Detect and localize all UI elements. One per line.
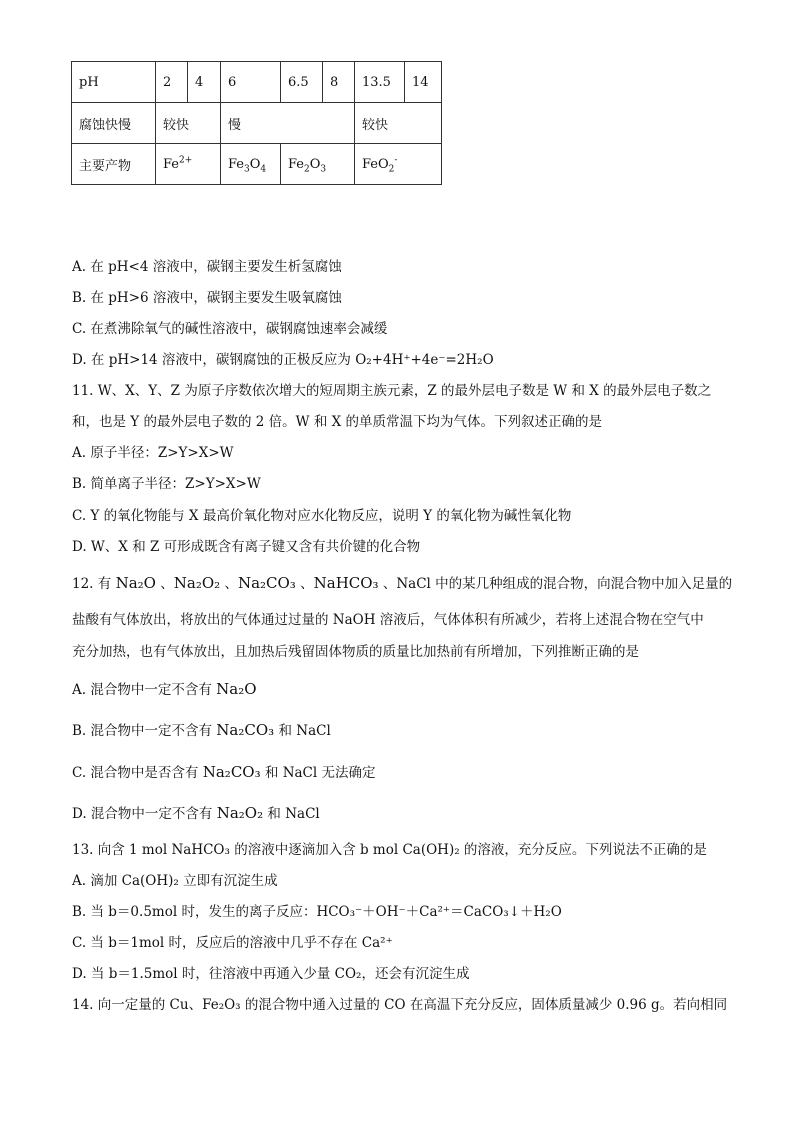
text: 、 bbox=[220, 576, 238, 592]
ph-cell bbox=[405, 62, 442, 103]
ph-cell bbox=[221, 62, 281, 103]
formula-sub: 2 bbox=[304, 164, 310, 175]
q13-option-d: D. 当 b＝1.5mol 时，往溶液中再通入少量 CO₂，还会有沉淀生成 bbox=[72, 966, 470, 982]
ph-cell bbox=[355, 62, 405, 103]
q13-option-a: A. 滴加 Ca(OH)₂ 立即有沉淀生成 bbox=[72, 873, 278, 889]
product-cell: $Fe_3O_4$ bbox=[221, 144, 281, 185]
formula-text: O bbox=[309, 156, 321, 172]
formula-sup: - bbox=[394, 155, 398, 166]
ph-cell bbox=[156, 62, 188, 103]
cell-text: 慢 bbox=[228, 117, 242, 133]
text: 和 NaCl bbox=[274, 723, 331, 739]
table-row bbox=[72, 62, 442, 103]
ph-cell bbox=[323, 62, 355, 103]
formula-sub: 2 bbox=[388, 164, 395, 175]
formula-text: FeO bbox=[362, 156, 389, 172]
formula-text: Fe bbox=[288, 156, 305, 172]
formula-sub: 3 bbox=[244, 164, 250, 175]
ph-header-cell bbox=[72, 62, 156, 103]
q11-option-c: C. Y 的氧化物能与 X 最高价氧化物对应水化物反应，说明 Y 的氧化物为碱性氧化物 bbox=[72, 508, 572, 524]
q11-stem-line1: 11. W、X、Y、Z 为原子序数依次增大的短周期主族元素，Z 的最外层电子数是 W 和 X 的最外层电子数之 bbox=[72, 383, 712, 399]
cell-text: 2 bbox=[163, 74, 172, 90]
text: 、NaCl 中的某几种组成的混合物，向混合物中加入足量的 bbox=[378, 576, 733, 592]
q10-option-c: C. 在煮沸除氧气的碱性溶液中，碳钢腐蚀速率会减缓 bbox=[72, 321, 388, 337]
text: 12. 有 bbox=[72, 576, 116, 592]
cell-text: 6 bbox=[228, 74, 237, 90]
q11-stem-line2: 和，也是 Y 的最外层电子数的 2 倍。W 和 X 的单质常温下均为气体。下列叙述正确的是 bbox=[72, 414, 603, 430]
q13-stem: 13. 向含 1 mol NaHCO₃ 的溶液中逐滴加入含 b mol Ca(OH)₂ 的溶液，充分反应。下列说法不正确的是 bbox=[72, 842, 707, 858]
cell-text: 主要产物 bbox=[79, 158, 132, 174]
formula-na2o: Na₂O bbox=[115, 574, 156, 592]
ph-cell bbox=[281, 62, 323, 103]
text: A. 混合物中一定不含有 bbox=[72, 682, 217, 698]
q13-option-c: C. 当 b＝1mol 时，反应后的溶液中几乎不存在 Ca²⁺ bbox=[72, 935, 393, 951]
q10-option-d: D. 在 pH>14 溶液中，碳钢腐蚀的正极反应为 O₂+4H⁺+4e⁻=2H₂O bbox=[72, 352, 494, 368]
formula-na2co3: Na₂CO₃ bbox=[202, 763, 261, 781]
formula-nahco3: NaHCO₃ bbox=[313, 574, 379, 592]
formula-text: O bbox=[249, 156, 261, 172]
q12-stem-line2: 盐酸有气体放出，将放出的气体通过过量的 NaOH 溶液后，气体体积有所减少，若将上述混合物在空气中 bbox=[72, 612, 704, 628]
text: D. 混合物中一定不含有 bbox=[72, 806, 217, 822]
q11-option-a: A. 原子半径：Z>Y>X>W bbox=[72, 445, 234, 461]
q12-option-a bbox=[72, 679, 257, 700]
formula-na2o2: Na₂O₂ bbox=[173, 574, 221, 592]
text: C. 混合物中是否含有 bbox=[72, 765, 203, 781]
q12-option-c bbox=[72, 762, 376, 783]
cell-text: 13.5 bbox=[362, 74, 391, 90]
text: 、 bbox=[155, 576, 174, 592]
rate-cell bbox=[355, 103, 442, 144]
formula-sup: 2+ bbox=[179, 155, 193, 166]
q12-option-b bbox=[72, 720, 331, 741]
product-header-cell bbox=[72, 144, 156, 185]
q11-option-d: D. W、X 和 Z 可形成既含有离子键又含有共价键的化合物 bbox=[72, 539, 421, 555]
formula-na2o: Na₂O bbox=[216, 680, 257, 698]
formula-na2co3: Na₂CO₃ bbox=[237, 574, 296, 592]
q12-option-d bbox=[72, 803, 320, 824]
cell-text: 8 bbox=[330, 74, 339, 90]
product-cell bbox=[355, 144, 442, 185]
q14-stem: 14. 向一定量的 Cu、Fe₂O₃ 的混合物中通入过量的 CO 在高温下充分反应，固体质量减少 0.96 g。若向相同 bbox=[72, 997, 728, 1013]
cell-text: 较快 bbox=[163, 117, 190, 133]
formula-text: Fe bbox=[228, 156, 245, 172]
ph-cell bbox=[188, 62, 221, 103]
cell-text: 14 bbox=[412, 74, 429, 90]
q11-option-b: B. 简单离子半径：Z>Y>X>W bbox=[72, 476, 261, 492]
rate-cell bbox=[221, 103, 355, 144]
product-cell bbox=[281, 144, 355, 185]
cell-text: 4 bbox=[195, 74, 204, 90]
cell-text: pH bbox=[79, 74, 99, 90]
ph-corrosion-table bbox=[71, 61, 442, 185]
table-row bbox=[72, 103, 442, 144]
formula-sub: 3 bbox=[320, 164, 327, 175]
formula-text: Fe bbox=[163, 156, 180, 172]
text: 和 NaCl 无法确定 bbox=[260, 765, 376, 781]
cell-text: 6.5 bbox=[288, 74, 309, 90]
rate-cell bbox=[156, 103, 221, 144]
q10-option-a: A. 在 pH<4 溶液中，碳钢主要发生析氢腐蚀 bbox=[72, 259, 342, 275]
product-cell bbox=[156, 144, 221, 185]
q12-stem-line3: 充分加热，也有气体放出，且加热后残留固体物质的质量比加热前有所增加，下列推断正确的是 bbox=[72, 644, 639, 660]
formula-na2co3: Na₂CO₃ bbox=[216, 721, 275, 739]
text: 和 NaCl bbox=[263, 806, 320, 822]
q12-stem-line1 bbox=[72, 573, 732, 594]
cell-text: 较快 bbox=[362, 117, 389, 133]
cell-text: 腐蚀快慢 bbox=[79, 117, 132, 133]
rate-header-cell bbox=[72, 103, 156, 144]
formula-na2o2: Na₂O₂ bbox=[216, 804, 264, 822]
q13-option-b: B. 当 b＝0.5mol 时，发生的离子反应：HCO₃⁻＋OH⁻＋Ca²⁺＝CaCO₃↓＋H₂O bbox=[72, 904, 562, 920]
text: B. 混合物中一定不含有 bbox=[72, 723, 217, 739]
table-row bbox=[72, 144, 442, 185]
q10-option-b: B. 在 pH>6 溶液中，碳钢主要发生吸氧腐蚀 bbox=[72, 290, 342, 306]
text: 、 bbox=[295, 576, 314, 592]
